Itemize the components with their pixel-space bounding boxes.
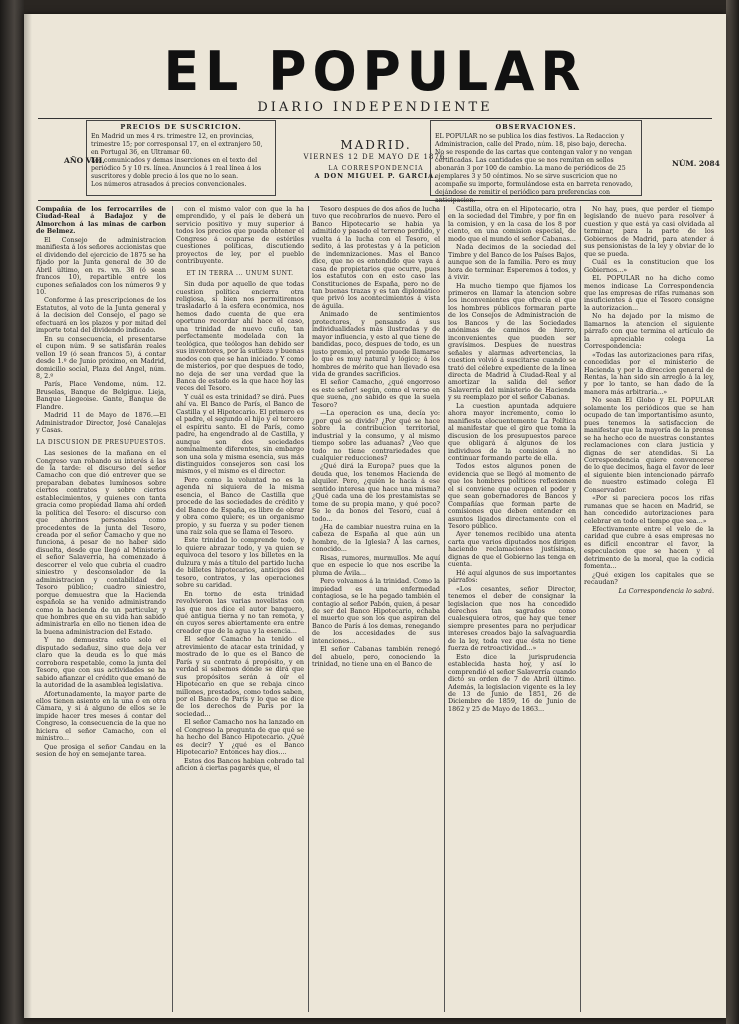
paragraph: con el mismo valor con que la ha emprendido, y el país le deberá un servicio positivo y muy superior á todos los precios que pueda obtener el Congreso á ocuparse de estériles cuestiones políticas, discutiendo proyectos de ley, por el pueblo contribuyente. bbox=[176, 206, 304, 266]
paragraph: Este trinidad lo comprende todo, y lo quiere abrazar todo, y ya quien se equivoca del tesoro y los billetes en la dulzura y más a título del partido lucha de billetes hipotecarios, anticipos del tesoro, contratos, y las operaciones sobre su caridad. bbox=[176, 536, 304, 590]
newspaper-title: EL POPULAR bbox=[163, 40, 587, 104]
issue-date: VIERNES 12 DE MAYO DE 1876. bbox=[303, 153, 449, 161]
paragraph: Afortunadamente, la mayor parte de ellos tienen asiento en la una ó en otra Cámara, y si á alguno de ellos se le impide hacer tres meses á contar del Congreso, la consecuencia de la que no hiciera el señor Camacho, con el ministro... bbox=[36, 689, 166, 743]
paragraph: —La operacion es una, decía yo: ¿por qué se divide? ¿Por qué se hace sobre la contribucion territorial, industrial y la consumo, y al mismo tiempo sobre las aduanas? ¿Veo que todo no tiene contrariedades que cualquier reducciones? bbox=[312, 409, 440, 462]
paragraph: Nada decimos de la sociedad del Timbre y del Banco de los Países Bajos, aunque son de la familia. Pero es muy hora de terminar. Esperemos á todos, y á vivir. bbox=[448, 243, 576, 282]
city: MADRID. bbox=[340, 138, 412, 152]
paragraph: Castilla, otra en el Hipotecario, otra en la sociedad del Timbre, y por fin en la comision, y en la casa de los 8 por ciento, en una comision especial, de modo que el mundo el señor Cabanas... bbox=[448, 206, 576, 243]
paragraph: Madrid 11 de Mayo de 1876.—El Administrador Director, José Canalejas y Casas. bbox=[36, 411, 166, 435]
prices-heading: PRECIOS DE SUSCRICION. bbox=[120, 123, 242, 131]
paragraph: EL POPULAR no ha dicho como menos indicase La Correspondencia que las empresas de rifas rumanas son insuficientes á que el Tesoro consigne la autorizacion... bbox=[584, 274, 714, 312]
paragraph: Que prosiga el señor Candau en la sesion de hoy en semejante tarea. bbox=[36, 742, 166, 759]
column-2 bbox=[176, 206, 304, 1012]
paragraph: París, Place Vendome, núm. 12. Bruselas, Banque de Belgique. Lieja, Banque Liegeoise. Gante, Banque de Flandre. bbox=[36, 380, 166, 411]
paragraph: No ha dejado por la mismo de llamarnos la atencion el siguiente párrafo con que termina el artículo de la apreciable colega La Correspondencia: bbox=[584, 312, 714, 351]
masthead bbox=[24, 40, 726, 115]
paragraph: ¿Qué exigen los capitales que se recaudan? bbox=[584, 570, 714, 587]
book-binding bbox=[0, 0, 24, 1024]
paragraph: Y no demuestra esto solo el disputado sedañuz, sino que deja ver claro que la deuda es lo que más corrobora respetable, como la junta del Tesoro, que con sus actividades se ha sabido afianzar el crédito que emanó de la autoridad de la asamblea legislativa. bbox=[36, 636, 166, 690]
paragraph: Y cuál es esta trinidad? se dirá. Pues ahí va. El Banco de París, el Banco de Castilla y el Hipotecario. El primero es el padre, el segundo el hijo y el tercero el espíritu santo. El de París, como padre, ha engendrado al de Castilla, y aunque son dos sociedades nominalmente diferentes, sin embargo son una sola y misma esencia, sus más distinguidos consejeros son casi los mismos, y el mismo es el director. bbox=[176, 392, 304, 476]
paragraph: Esto dice la jurisprudencia establecida hasta hoy, y así lo comprendió el señor Salaverría cuando dictó su orden de 7 de Abril último. Además, la legislacion vigente es la ley de 13 de Junio de 1851, 26 de Diciembre de 1859, 16 de Junio de 1862 y 25 de Mayo de 1863... bbox=[448, 652, 576, 713]
newspaper-subtitle: DIARIO INDEPENDIENTE bbox=[257, 100, 493, 115]
header-rule-bottom bbox=[38, 200, 712, 201]
observations-box bbox=[430, 120, 642, 204]
paragraph: El señor Camacho ha tenido el atrevimiento de atacar esta trinidad, y mostrado de lo que es el Banco de París y su contrato á propósito, y en verdad sí sabemos dónde se dirá que sus propósitos serán á oír el Hipotecario en que se rebaja cinco millones, prestados, como todos saben, por el Banco de París y lo que se dice de los derechos de París por la sociedad... bbox=[176, 635, 304, 718]
correspondence-to: A DON MIGUEL P. GARCIA. bbox=[314, 172, 438, 180]
paragraph: Efectivamente entre el velo de la caridad que cubre á esas empresas no es difícil encontrar el favor, la especulacion que se hacen y el detrimento de la moral, que la codicia fomenta... bbox=[584, 525, 714, 571]
paragraph: Estos dos Bancos habian cobrado tal aficion á ciertas pagarés que, el bbox=[176, 756, 304, 773]
paragraph: Risas, rumores, murmullos. Me aquí que en especie lo que nos escribe la pluma de Ávila... bbox=[312, 553, 440, 577]
paragraph: Las sesiones de la mañana en el Congreso van robando su interés á las de la tarde: el discurso del señor Camacho con que dió entrever que se preparaban debates lumínosos sobre ciertos contratos y sobre ciertos establecimientos, y quienes con tanta gracia como propiedad llama ahí ordeñ la política del Tesoro: el discurso con que ahorinos personales como procedentes de la junta del Tesoro, creada por el señor Camacho y que no funciona, á pesar de no haber sido disuelta, desde que llegó al Ministerio el señor Salaverría, ha comenzado á descorrer el velo que cubria el cuadro siniestro y desconsolador de la administracion y contabilidad del Tesoro público; cuadro siniestro, porque demuestra que la Hacienda española se ha venido administrando como la hacienda de un particular, y que hombres que en su vida han sabido administrarla en ello no tienen idea de la buena administracion del Estado. bbox=[36, 449, 166, 636]
paragraph: Pero volvamos á la trinidad. Como la impiedad es una enfermedad contagiosa, se le ha pegado también el contagio al señor Pabón, quien, á pesar de ser del Banco Hipotecario, echaba el muerto que son los que aspiran del Banco de París á los demas, renegando de los accesidades de sus intenciones... bbox=[312, 577, 440, 645]
column-4 bbox=[448, 206, 576, 1012]
paragraph: No hay, pues, que perder el tiempo legislando de nuevo para resolver á cuestion y que está ya casi olvidada al terminar, para la parte de los Gobiernos de Madrid, para atender á sus pensionistas de la ley y obviar de lo que se pueda. bbox=[584, 206, 714, 258]
paragraph: El Consejo de administracion manifiesta á los señores accionistas que el dividendo del ejercicio de 1875 se ha fijado por la Junta general de 30 de Abril último, en rs. vn. 38 (ó sean francos 10), repartible entre los cupones señalados con los números 9 y 10. bbox=[36, 235, 166, 296]
paragraph: El señor Camacho, ¿qué engorroso es este señor! según, como el verso en que suena, ¿no sabido es que la suela Tesoro? bbox=[312, 378, 440, 409]
paragraph: Ayer tenemos recibido una atenta carta que varios diputados nos dirigen haciendo reclamaciones justísimas, dignas de que el Gobierno las tenga en cuenta. bbox=[448, 530, 576, 569]
column-3 bbox=[312, 206, 440, 1012]
paragraph: No sean El Globo y EL POPULAR solamente los periódicos que se han ocupado de tan importantísimo asunto, pues tenemos la satisfaccion de manifestar que la mayoría de la prensa se ha hecho eco de nuestras constantes reclamaciones con clara justicia y dignas de ser atendidas. Si La Correspondencia quiere convencerse de lo que decimos, haga el favor de leer el siguiente bien intencionado párrafo de nuestro estimado colega El Conservador. bbox=[584, 396, 714, 494]
prices-line: Los números atrasados á precios convencionales. bbox=[91, 181, 247, 188]
article-heading: Compañía de los ferrocarriles de Ciudad-Real á Badajoz y de Almorchon á las minas de carbon de Belmez. bbox=[36, 206, 166, 236]
paragraph: En torno de esta trinidad revolvieron las varias novelistas con las que nos dice el autor banquero, qué antigua tierna y no tan remota, y en cuyos seres abiertamente era entre creador que de la agua y la esencia... bbox=[176, 589, 304, 635]
paragraph: El señor Cabanas también renegó del abuelo, pero, conociendo la trinidad, no tiene una en el Banco de bbox=[312, 645, 440, 669]
section-heading: LA DISCUSION DE PRESUPUESTOS. bbox=[36, 438, 166, 446]
column-5 bbox=[584, 206, 714, 1012]
text-columns bbox=[36, 206, 716, 1012]
signature: La Correspondencia lo sabrá. bbox=[618, 586, 714, 595]
paragraph: Sin duda por aquello de que todas cuestion política encierra otra religiosa, si bien nos permitiremos trasladarlo á la esfera económica, nos hemos dado cuenta de que era oportuno recordar ahí hace el caso, una trinidad de nuevo cuño, tan perfectamente modelada con la teológica, que teólogos han debido ser sus inventores, por la sutileza y buenas modos con que se han iniciado. Y como de misterios, por que despues de todo, no deja de ser una verdad que la Banca de estado es la que hace hoy las veces del Tesoro. bbox=[176, 280, 304, 393]
paragraph: El señor Camacho nos ha lanzado en el Congreso la pregunta de que qué se ha hecho del Banco Hipotecario. ¿Qué es decir? Y ¿qué es el Banco Hipotecario? Entonces hay dios.... bbox=[176, 718, 304, 757]
page-edge bbox=[726, 0, 739, 1024]
paragraph: Todos estos algunos ponen de evidencia que se llegó al momento de que los hombres políticos reflexionen el si conviene que ocupen el poder y que sean gobernadores de Bancos y Compañías que forman parte de comisiones que deben entender en asuntos ligados directamente con el Tesoro público. bbox=[448, 462, 576, 531]
issue-number: NÚM. 2084 bbox=[672, 159, 720, 168]
paragraph: Hé aquí algunos de sus importantes párrafos: bbox=[448, 568, 576, 585]
newspaper-page bbox=[24, 14, 726, 1018]
header-rule-top bbox=[38, 118, 712, 119]
paragraph: ¿Ha de cambiar nuestra ruina en la cabeza de España al que aún un hombre, de la Iglesia? Á las carnes, conocido... bbox=[312, 523, 440, 554]
prices-line: Los comunicados y demas inserciones en el texto del periódico 5 y 10 rs. línea. Anuncios á 1 real línea á los suscritores y doble precio á los que no lo sean. bbox=[91, 157, 262, 180]
paragraph: Ha mucho tiempo que fijamos los primeros en llamar la atencion sobre los inconvenientes que ofrecía el que los hombres públicos formaran parte de los Consejos de Administracion de los Bancos y de las Sociedades anónimas de caminos de hierro, inconvenientes que pueden ser gravísimos. Despues de nuestras señales y alarmas advertencias, la cuestion volvió á suscitarse cuando se trató del célebre expediente de la línea directa de Madrid á Ciudad-Real y al amortizar la salida del señor Salaverría del ministerio de Hacienda y su reemplazo por el señor Cabanas. bbox=[448, 281, 576, 402]
issue-year: AÑO VIII. bbox=[64, 156, 105, 165]
paragraph: «Los cesantes, señor Director, tenemos el deber de consignar la legislacion que nos ha concedido derechos tan sagrados como cualesquiera otros, que hay que tener siempre presentes para no perjudicar intereses creados bajo la salvaguardia de la ley, toda vez que ésta no tiene fuerza de retroactividad...» bbox=[448, 584, 576, 653]
page-shadow bbox=[24, 14, 32, 1018]
paragraph: «Todas las autorizaciones para rifas, concedidas por el ministerio de Hacienda y por la direccion general de Rentas, la han sido sin arreglo á la ley, y por lo tanto, se han dado de la manera más arbitraria...» bbox=[584, 350, 714, 396]
paragraph: Conforme á las prescripciones de los Estatutos, al voto de la Junta general y á la decision del Consejo, el pago se efectuará en los plazos y por mitad del importe total del dividendo indicado. bbox=[36, 296, 166, 335]
paragraph: En su consecuencia, el presentarse el cupon núm. 9 se satisfarán reales vellon 19 (ó sean francos 5), á contar desde 1.º de Junio próximo, en Madrid, domicilio social, Plaza del Angel, núm. 8, 2.º bbox=[36, 334, 166, 380]
paragraph: «Por si pareciera pocos los rifas rumanas que se hacen en Madrid, se han concedido autorizaciones para celebrar en todo el tiempo que sea...» bbox=[584, 494, 714, 525]
section-heading: ET IN TERRA ... UNUM SUNT. bbox=[186, 269, 294, 277]
paragraph: Pero como la voluntad no es la agenda ni siquiera de la misma esencia, el Banco de Castilla que procede de las sociedades de crédito y del Banco de España, es libre de obrar y obra como quiere; es un organismo propio, y su fuerza y su poder tienen una raíz sola que se llama el Tesoro. bbox=[176, 475, 304, 537]
column-1 bbox=[36, 206, 166, 1012]
paragraph: La cuestion apuntada adquiere ahora mayor incremento, como lo manifiesta elocuentemente La Política al manifestar que el giro que toma la discusion de los presupuestos parece que obligará á algunos de los individuos de la comision á no continuar formando parte de ella. bbox=[448, 401, 576, 462]
observations-text: EL POPULAR no se publica los dias festivos. La Redaccion y Administracion, calle del Prado, núm. 18, piso bajo, derecha. No se responde de las cartas que contengan valor y no vengan certificadas. Las cantidades que se nos remitan en sellos abonarán 3 por 100 de cambio. La mano de periódicos de 25 ejemplares 3 y 50 céntimos. No se sirve suscricion que no acompañe su importe, formulándose esta en barreta renovado, dejándose de remitir el periódico para preferencias con anticipacion. bbox=[435, 133, 633, 204]
correspondence-label: LA CORRESPONDENCIA bbox=[328, 165, 424, 172]
paragraph: Tesoro despues de dos años de lucha tuvo que recobrarlos de nuevo. Pero el Banco Hipotecario se habia ya admitido y pasado el terreno perdido, y vuelta á la lucha con el Tesoro, el sedito, á las protestas y á la peticion de indemnizaciones. Mas el Banco dice, que no es entendido que vaya á casa de propietarios que ocurre, pues los estatutos con en esto caso las Constituciones de España, pero no de tan buenas trazas y es tan diplomático que privó los acontecimientos á vista de águila. bbox=[312, 206, 440, 310]
paragraph: ¿Qué dirá la Europa? pues que la deuda que, los tenemos Hacienda de alquiler. Pero, ¿quién le hacía á ese sentido interesa que hace una misma? ¿Qué cada una de los prestamistas se tome de su propia mano, y qué poco? Se le da bonos del Tesoro, cual á todo... bbox=[312, 462, 440, 523]
paragraph: Cuál es la constitucion que los Gobiernos...» bbox=[584, 258, 714, 274]
paragraph: Animado de sentimientos protectores, y pensando á sus individualidades más ilustradas y de mayor influencia, y esto al que tiene de bandidas, poco, despues de todo, es un justo premio, el premio puede llamarse lo que es muy natural y lógico; á los hombres de mérito que han llevado esa vida de grandes sacrificios. bbox=[312, 310, 440, 378]
observations-heading: OBSERVACIONES. bbox=[495, 123, 577, 131]
prices-line: En Madrid un mes 4 rs. trimestre 12, en provincias, trimestre 15; por corresponsal 17, en el extranjero 50, en Portugal 36, en Ultramar 60. bbox=[91, 133, 263, 156]
